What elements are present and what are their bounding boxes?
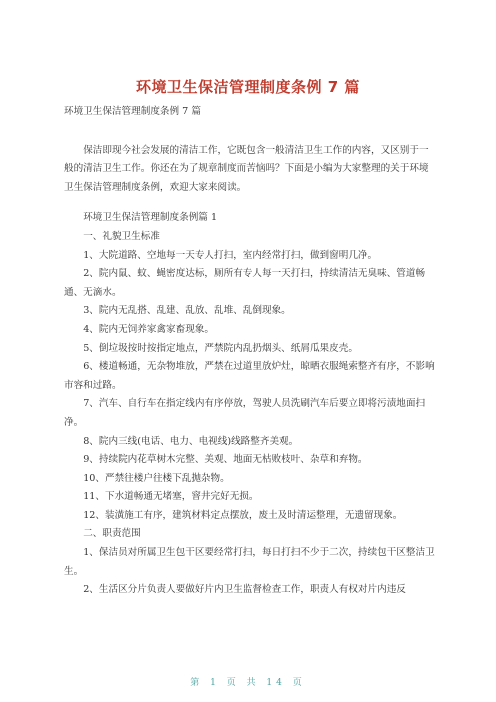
document-subtitle: 环境卫生保洁管理制度条例 7 篇	[64, 106, 201, 117]
document-title: 环境卫生保洁管理制度条例 7 篇	[136, 78, 360, 96]
list-item: 1、保洁员对所属卫生包干区要经常打扫，每日打扫不少于二次，持续包干区整洁卫生。	[64, 547, 435, 577]
list-item: 9、持续院内花草树木完整、美观、地面无枯败枝叶、杂草和弃物。	[83, 454, 368, 466]
list-item: 10、严禁往楼户往楼下乱抛杂物。	[83, 472, 230, 484]
list-item: 7、汽车、自行车在指定线内有序停放，驾驶人员洗刷汽车后要立即将污渍地面扫净。	[64, 398, 426, 428]
document-body	[64, 103, 436, 600]
list-item: 2、院内鼠、蚊、蝇密度达标，厕所有专人每一天打扫，持续清洁无臭味、管道畅通、无滴水。	[64, 268, 426, 298]
list-item: 8、院内三线(电话、电力、电视线)线路整齐美观。	[83, 435, 299, 447]
page-number-footer: 第 1 页 共 14 页	[190, 678, 306, 688]
list-item: 3、院内无乱搭、乱建、乱放、乱堆、乱倒现象。	[83, 305, 291, 317]
list-item: 1、大院道路、空地每一天专人打扫，室内经常打扫，做到窗明几净。	[83, 249, 378, 261]
list-item: 5、倒垃圾按时按指定地点，严禁院内乱扔烟头、纸屑瓜果皮壳。	[83, 342, 358, 354]
list-item: 6、楼道畅通，无杂物堆放，严禁在过道里放炉灶，晾晒衣服绳索整齐有序，不影响市容和过路。	[64, 361, 435, 391]
intro-paragraph: 保洁即现今社会发展的清洁工作，它既包含一般清洁卫生工作的内容，又区别于一般的清洁卫生工作。你还在为了规章制度而苦恼吗？下面是小编为大家整理的关于环境卫生保洁管理制度条例，欢迎大家来阅读。	[64, 144, 429, 193]
heading-responsibility-scope: 二、职责范围	[83, 528, 141, 540]
list-item: 4、院内无饲养家禽家畜现象。	[83, 323, 215, 335]
section-title: 环境卫生保洁管理制度条例篇 1	[83, 212, 218, 224]
list-item: 12、装潢施工有序，建筑材料定点摆放，废土及时清运整理，无遗留现象。	[83, 509, 403, 521]
heading-etiquette-standards: 一、礼貌卫生标准	[83, 230, 160, 242]
list-item: 11、下水道畅通无堵塞，窨井完好无损。	[83, 491, 259, 503]
paragraph-gap	[64, 197, 436, 209]
list-item: 2、生活区分片负责人要做好片内卫生监督检查工作，职责人有权对片内违反	[83, 584, 406, 596]
